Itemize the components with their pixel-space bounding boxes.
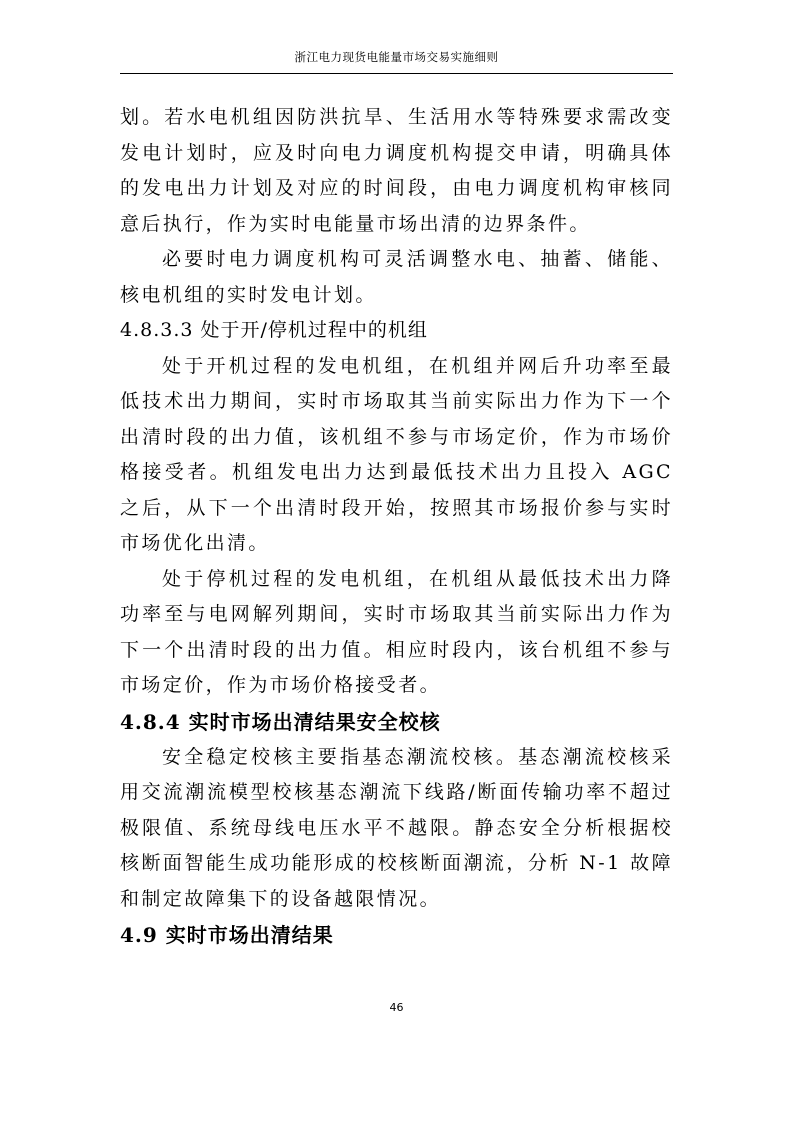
- paragraph-security-check: 安全稳定校核主要指基态潮流校核。基态潮流校核采用交流潮流模型校核基态潮流下线路/断面传输功率不超过极限值、系统母线电压水平不越限。静态安全分析根据校核断面智能生成功能形成的校核断面潮流，分析 N-1 故障和制定故障集下的设备越限情况。: [120, 745, 673, 910]
- paragraph-hydro-plan-change: 划。若水电机组因防洪抗旱、生活用水等特殊要求需改变发电计划时，应及时向电力调度机构提交申请，明确具体的发电出力计划及对应的时间段，由电力调度机构审核同意后执行，作为实时电能量市场出清的边界条件。: [120, 106, 673, 235]
- page-header-title: 浙江电力现货电能量市场交易实施细则: [294, 50, 499, 64]
- paragraph-shutdown-units: 处于停机过程的发电机组，在机组从最低技术出力降功率至与电网解列期间，实时市场取其当前实际出力作为下一个出清时段的出力值。相应时段内，该台机组不参与市场定价，作为市场价格接受者。: [120, 567, 673, 696]
- section-heading-4-8-3-3: 4.8.3.3 处于开/停机过程中的机组: [120, 319, 428, 341]
- paragraph-startup-units: 处于开机过程的发电机组，在机组并网后升功率至最低技术出力期间，实时市场取其当前实际出力作为下一个出清时段的出力值，该机组不参与市场定价，作为市场价格接受者。机组发电出力达到最低技术出力且投入 AGC 之后，从下一个出清时段开始，按照其市场报价参与实时市场优化出清。: [120, 354, 673, 554]
- section-heading-4-9: 4.9 实时市场出清结果: [120, 923, 334, 947]
- paragraph-flexible-adjustment: 必要时电力调度机构可灵活调整水电、抽蓄、储能、核电机组的实时发电计划。: [120, 248, 673, 306]
- section-heading-4-8-4: 4.8.4 实时市场出清结果安全校核: [120, 709, 441, 734]
- document-body: [120, 100, 673, 953]
- header-divider: [120, 73, 673, 74]
- page-number: 46: [389, 1001, 404, 1014]
